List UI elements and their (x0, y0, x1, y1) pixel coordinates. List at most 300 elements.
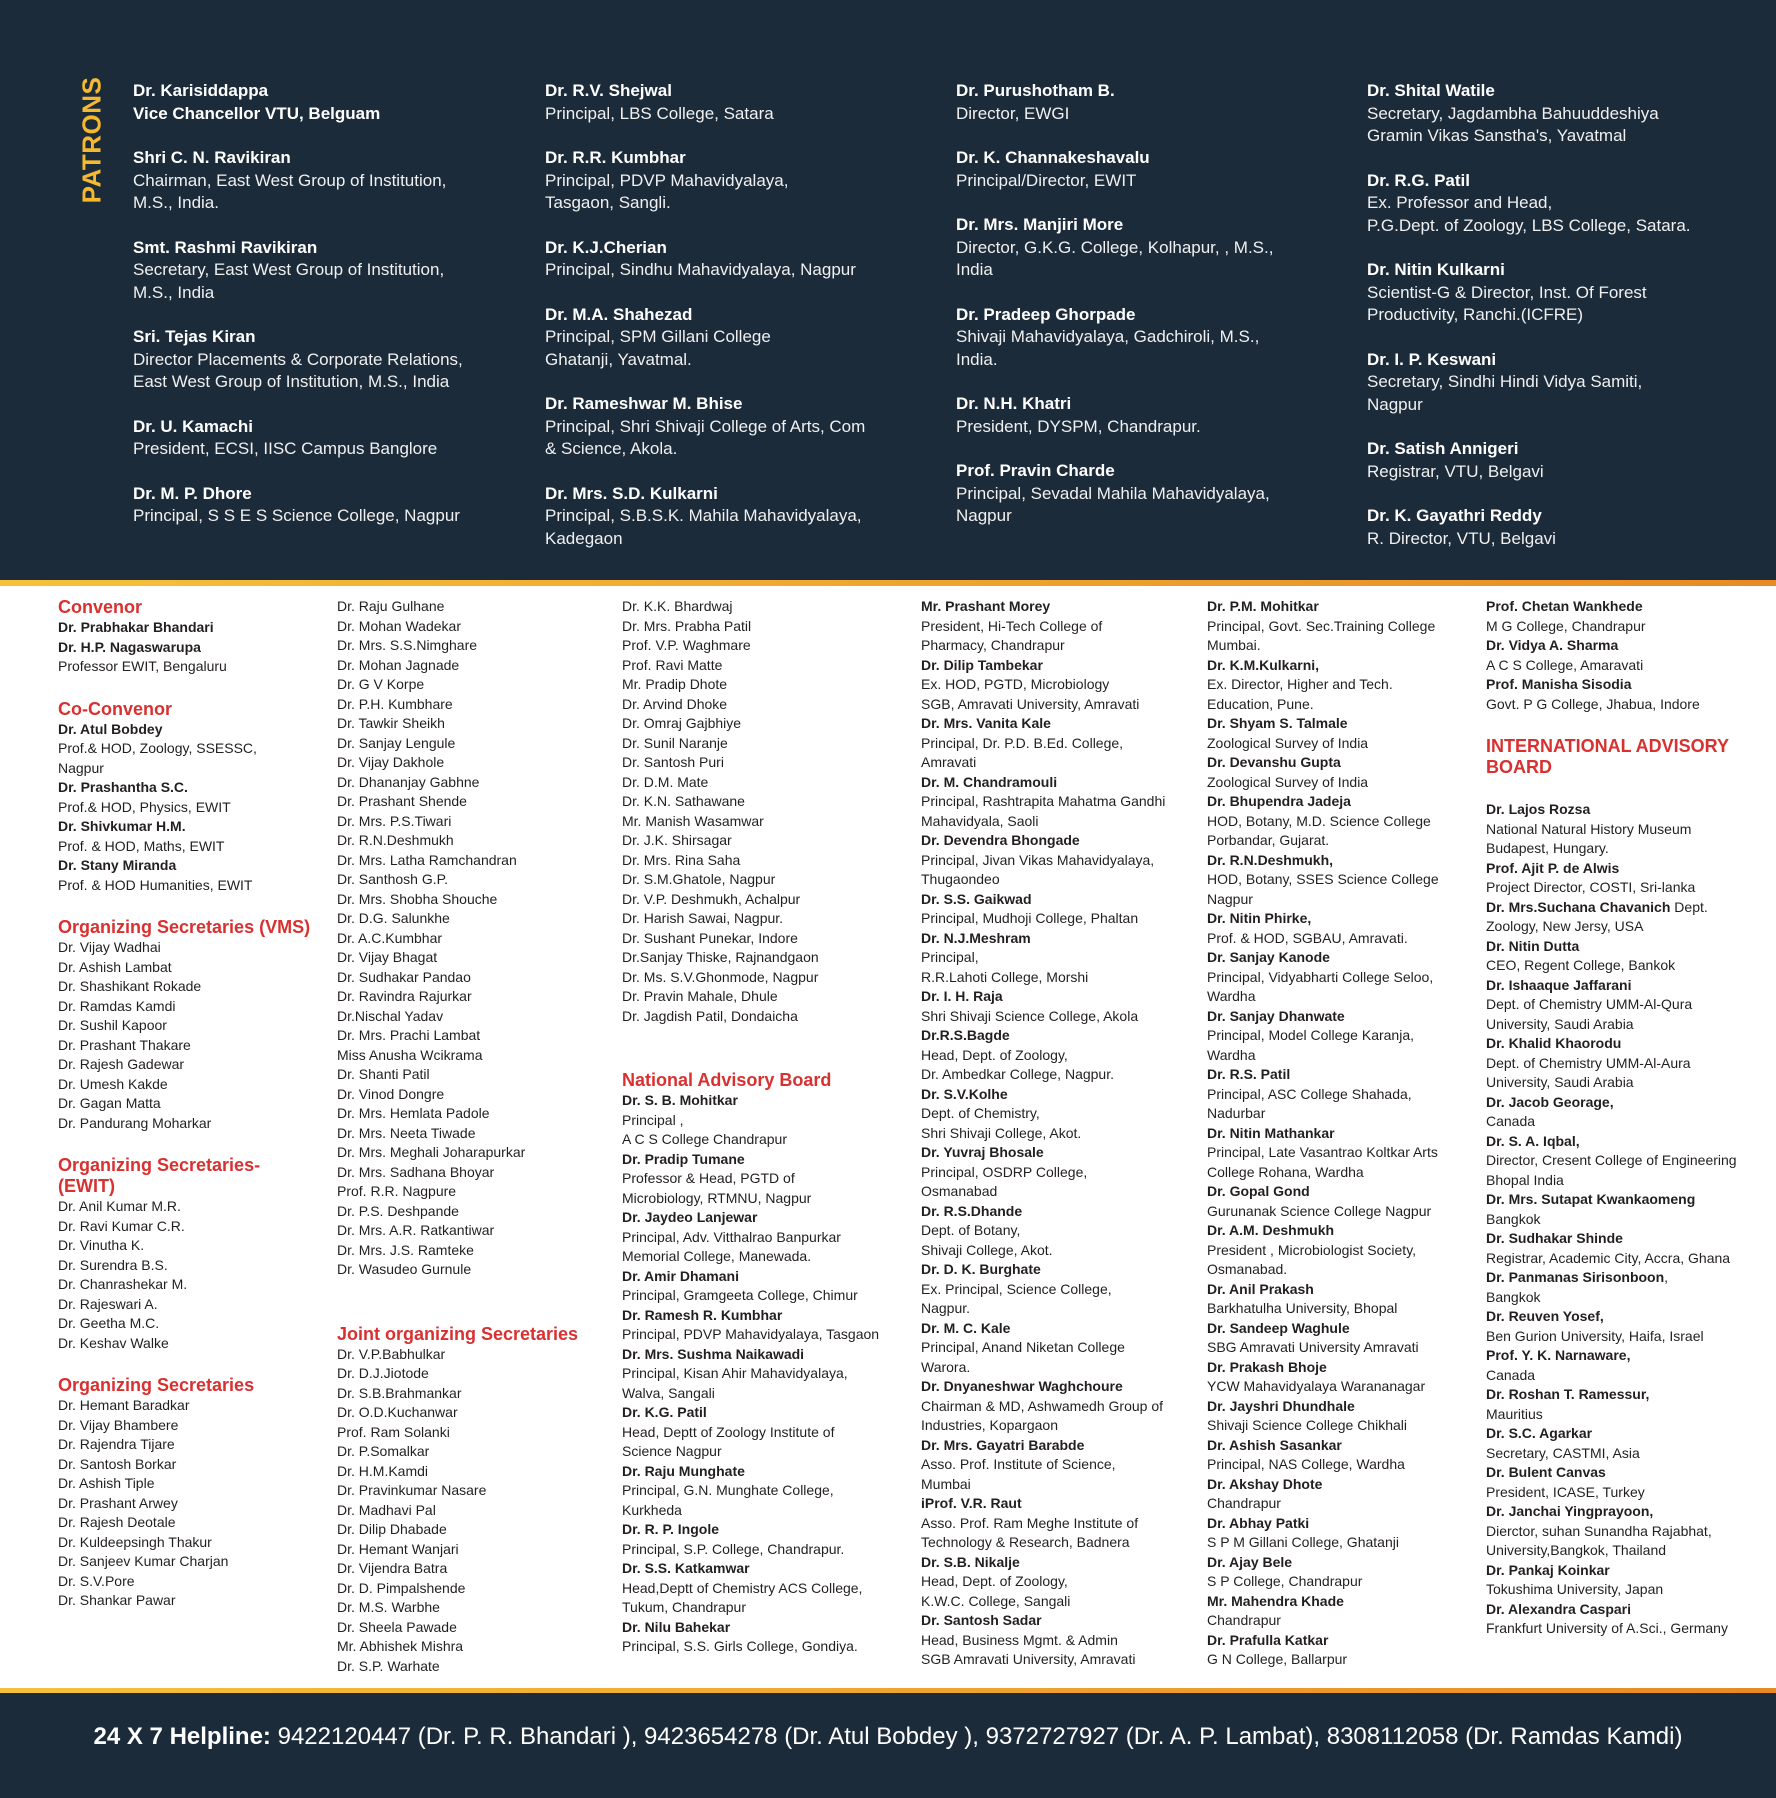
member-text: Dr. P.S. Deshpande (337, 1202, 459, 1219)
member-text: Dr. Pravin Mahale, Dhule (622, 988, 778, 1004)
member-name: Dr. Shivkumar H.M. (58, 818, 186, 834)
member-name: Dr. Prashantha S.C. (58, 779, 188, 795)
spacer (337, 1302, 578, 1324)
patron-entry (956, 393, 1273, 438)
member-text: Principal, S.S. Girls College, Gondiya. (622, 1638, 858, 1654)
member-text: Asso. Prof. Ram Meghe Institute of (921, 1514, 1139, 1531)
member-text: Industries, Kopargaon (921, 1417, 1058, 1433)
member-text: CEO, Regent College, Bankok (1486, 957, 1676, 973)
section-heading: National Advisory Board (622, 1070, 832, 1090)
member-name: Dr. Gopal Gond (1207, 1183, 1310, 1199)
member-entry (1486, 1268, 1737, 1288)
member-text: Dr. Santosh Borkar (58, 1455, 177, 1472)
member-text: Mr. Manish Wasamwar (622, 812, 764, 829)
member-name: Dr. Prakash Bhoje (1207, 1358, 1327, 1375)
patron-name: Dr. R.V. Shejwal (545, 81, 672, 100)
member-text: Prof. V.P. Waghmare (622, 637, 751, 653)
patron-entry (1367, 505, 1691, 550)
member-name: Dr. Mrs. Gayatri Barabde (921, 1436, 1085, 1453)
patron-name: Sri. Tejas Kiran (133, 327, 256, 346)
spacer (58, 1353, 310, 1375)
patron-entry (133, 326, 463, 394)
patron-name: Dr. K.J.Cherian (545, 237, 667, 257)
member-text: Head, Dept. of Zoology, (921, 1573, 1068, 1589)
member-name: Dr. S. A. Iqbal, (1486, 1132, 1580, 1149)
member-text: President, ICASE, Turkey (1486, 1483, 1645, 1500)
member-text: Dr. Geetha M.C. (58, 1315, 160, 1331)
member-text: Dr. Prashant Thakare (58, 1036, 191, 1053)
patron-designation: Secretary, Jagdambha Bahuuddeshiya (1367, 103, 1659, 123)
patron-name: Dr. Nitin Kulkarni (1367, 260, 1505, 279)
member-name: Dr. R.S. Patil (1207, 1066, 1291, 1082)
member-name: Dr. K.M.Kulkarni, (1207, 656, 1320, 673)
member-name: Prof. Y. K. Narnaware, (1486, 1347, 1631, 1363)
member-text: Dr. Pravinkumar Nasare (337, 1482, 487, 1498)
member-name: Dr. Vidya A. Sharma (1486, 637, 1619, 653)
member-text: Principal, Jivan Vikas Mahavidyalaya, (921, 851, 1155, 868)
patron-entry (1367, 259, 1691, 327)
member-text: Dr. Dilip Dhabade (337, 1521, 447, 1537)
member-name: Dr. Atul Bobdey (58, 720, 163, 737)
member-name: Dr. Janchai Yingprayoon, (1486, 1503, 1654, 1519)
patron-name: Dr. Shital Watile (1367, 81, 1495, 100)
member-name: Dr. Nilu Bahekar (622, 1618, 731, 1635)
member-text: Dr. Mrs. Prachi Lambat (337, 1027, 481, 1043)
spacer (1486, 778, 1737, 800)
helpline-footer (0, 1693, 1776, 1798)
member-text: YCW Mahavidyalaya Warananagar (1207, 1378, 1426, 1394)
patron-designation: Vice Chancellor VTU, Belguam (133, 103, 381, 123)
member-text: Dr. Prashant Shende (337, 793, 467, 809)
member-text: Dr. Mrs. Meghali Joharapurkar (337, 1144, 526, 1160)
member-text: Dr. D.G. Salunkhe (337, 910, 450, 926)
member-text: Nagpur. (921, 1300, 971, 1316)
member-text: Dr. Vijay Bhambere (58, 1416, 179, 1433)
member-name: Dr. Yuvraj Bhosale (921, 1144, 1044, 1160)
member-text: Ben Gurion University, Haifa, Israel (1486, 1327, 1704, 1344)
member-text: Dr. Sanjeev Kumar Charjan (58, 1553, 229, 1569)
member-name: Dr. Shyam S. Talmale (1207, 715, 1348, 731)
member-text: Ex. Principal, Science College, (921, 1280, 1112, 1297)
member-text: Dr. K.K. Bhardwaj (622, 598, 733, 614)
member-text: Principal, Rashtrapita Mahatma Gandhi (921, 793, 1166, 809)
member-text: University,Bangkok, Thailand (1486, 1542, 1667, 1558)
member-text: Dierctor, suhan Sunandha Rajabhat, (1486, 1522, 1712, 1539)
member-text: Principal, PDVP Mahavidyalaya, Tasgaon (622, 1326, 880, 1342)
member-text: Dr. K.N. Sathawane (622, 793, 745, 809)
member-text: Nadurbar (1207, 1105, 1266, 1121)
member-text: Dr. Pandurang Moharkar (58, 1114, 212, 1131)
member-text: Dr. Mrs. Prabha Patil (622, 617, 752, 634)
member-text: Dr. Santhosh G.P. (337, 871, 449, 887)
member-text: Mumbai. (1207, 637, 1261, 653)
member-text: Dr. Shashikant Rokade (58, 978, 202, 994)
member-text: Wardha (1207, 1046, 1256, 1063)
member-name: Dr. S.C. Agarkar (1486, 1425, 1593, 1441)
member-text: Dr. A.C.Kumbhar (337, 929, 443, 946)
member-name: Dr. Ramesh R. Kumbhar (622, 1306, 783, 1323)
member-text: Nagpur (1207, 890, 1253, 907)
patron-entry (545, 304, 865, 372)
patron-designation: & Science, Akola. (545, 439, 678, 458)
member-text: Thugaondeo (921, 871, 1000, 887)
member-name: Dr. N.J.Meshram (921, 929, 1031, 946)
patron-designation: Director Placements & Corporate Relations, (133, 349, 463, 369)
section-heading: Co-Convenor (58, 698, 172, 719)
member-text: Dr. Ms. S.V.Ghonmode, Nagpur (622, 968, 819, 985)
member-text: Shivaji Science College Chikhali (1207, 1417, 1407, 1433)
member-name: iProf. V.R. Raut (921, 1495, 1022, 1511)
member-text: Mr. Pradip Dhote (622, 676, 728, 692)
member-name: Dr. Jacob Georage, (1486, 1093, 1614, 1110)
patron-designation: Tasgaon, Sangli. (545, 193, 671, 212)
member-text: Dr. Vinutha K. (58, 1237, 145, 1253)
member-text: Principal, Adv. Vitthalrao Banpurkar (622, 1228, 841, 1245)
member-text: HOD, Botany, M.D. Science College (1207, 812, 1431, 829)
member-name: Dr. Mrs. Sushma Naikawadi (622, 1345, 805, 1362)
spacer (622, 1026, 879, 1048)
member-name: Dr. S. B. Mohitkar (622, 1092, 738, 1108)
member-text: Secretary, CASTMI, Asia (1486, 1444, 1640, 1461)
patron-entry (133, 416, 463, 461)
member-text: Prof. & HOD, SGBAU, Amravati. (1207, 929, 1408, 946)
section-heading: Organizing Secretaries (VMS) (58, 917, 311, 937)
member-name: Dr. Reuven Yosef, (1486, 1308, 1604, 1324)
patron-designation: India (956, 260, 993, 279)
member-text: Professor EWIT, Bengaluru (58, 658, 227, 674)
member-name: Dr. Prafulla Katkar (1207, 1631, 1329, 1648)
member-text: President, Hi-Tech College of (921, 617, 1103, 634)
patron-designation: Principal/Director, EWIT (956, 170, 1137, 190)
member-text: Dr. Anil Kumar M.R. (58, 1198, 181, 1214)
member-text: Govt. P G College, Jhabua, Indore (1486, 695, 1700, 712)
member-name: Dr. S.S. Katkamwar (622, 1560, 750, 1576)
patron-name: Dr. K. Channakeshavalu (956, 148, 1150, 167)
section-heading: BOARD (1486, 757, 1552, 777)
member-text: Principal, S.P. College, Chandrapur. (622, 1540, 845, 1557)
patron-name: Dr. K. Gayathri Reddy (1367, 506, 1542, 525)
patron-designation: Principal, Sindhu Mahavidyalaya, Nagpur (545, 260, 856, 279)
member-text: National Natural History Museum (1486, 820, 1692, 837)
section-heading: Organizing Secretaries (58, 1375, 255, 1395)
member-name: Dr. K.G. Patil (622, 1404, 707, 1420)
member-name: Dr. Khalid Khaorodu (1486, 1035, 1622, 1051)
member-name: Dr. Akshay Dhote (1207, 1475, 1323, 1492)
member-text: Osmanabad. (1207, 1261, 1288, 1277)
member-text: Principal, Vidyabharti College Seloo, (1207, 968, 1434, 985)
member-text: Dr. Omraj Gajbhiye (622, 715, 742, 731)
member-text: Dr. Mohan Wadekar (337, 617, 461, 634)
member-text: Dr. S.B.Brahmankar (337, 1384, 462, 1401)
member-text: Memorial College, Manewada. (622, 1248, 812, 1264)
member-name: Dr. S.V.Kolhe (921, 1085, 1008, 1102)
member-text: Dr. Mrs. S.S.Nimghare (337, 637, 478, 653)
member-name: Dr. A.M. Deshmukh (1207, 1222, 1335, 1238)
member-text: Dr. Ravi Kumar C.R. (58, 1217, 185, 1234)
member-text: Prof.& HOD, Zoology, SSESSC, (58, 740, 257, 756)
member-text: Nagpur (58, 759, 104, 776)
member-text: A C S College, Amaravati (1486, 656, 1644, 673)
patron-designation: Director, G.K.G. College, Kolhapur, , M.S., (956, 237, 1274, 257)
member-text: Prof. & HOD, Maths, EWIT (58, 837, 225, 854)
member-text: Dr. Mrs. Neeta Tiwade (337, 1124, 476, 1141)
member-text: Dr. Sheela Pawade (337, 1618, 457, 1635)
member-text: Prof. Ram Solanki (337, 1423, 450, 1440)
member-text: Prof. & HOD Humanities, EWIT (58, 876, 253, 893)
member-text: Principal, Mudhoji College, Phaltan (921, 910, 1139, 926)
member-text: Shivaji College, Akot. (921, 1241, 1053, 1258)
patron-designation: Principal, Sevadal Mahila Mahavidyalaya, (956, 483, 1270, 503)
member-text: A C S College Chandrapur (622, 1131, 787, 1147)
member-text: Miss Anusha Wcikrama (337, 1046, 483, 1063)
member-name: Dr. Devendra Bhongade (921, 832, 1080, 848)
member-text: Dr. Gagan Matta (58, 1095, 161, 1111)
member-name: Dr. Stany Miranda (58, 857, 177, 873)
member-text: Dr. Mrs. P.S.Tiwari (337, 812, 452, 829)
member-name: Dr. Sudhakar Shinde (1486, 1230, 1623, 1246)
patron-designation: Secretary, East West Group of Institution, (133, 260, 445, 279)
member-name: Dr. Jayshri Dhundhale (1207, 1397, 1355, 1414)
member-text: Ex. Director, Higher and Tech. (1207, 676, 1393, 692)
member-text: Frankfurt University of A.Sci., Germany (1486, 1620, 1728, 1636)
patron-entry (1367, 80, 1691, 148)
member-name: Dr. Devanshu Gupta (1207, 754, 1341, 770)
patron-designation: Ex. Professor and Head, (1367, 193, 1553, 212)
member-text: Mumbai (921, 1475, 971, 1492)
member-name: Dr. Dilip Tambekar (921, 656, 1043, 673)
member-name: Dr. Anil Prakash (1207, 1280, 1314, 1297)
member-text: Dr. Sanjay Lengule (337, 734, 456, 751)
member-name: Dr. I. H. Raja (921, 988, 1003, 1004)
member-text: Dr. S.V.Pore (58, 1572, 135, 1589)
patron-entry (545, 237, 865, 282)
patron-name: Dr. Karisiddappa (133, 81, 269, 100)
member-text: Dr. Prashant Arwey (58, 1494, 178, 1511)
patron-entry (545, 393, 865, 461)
member-text: Dr. Sudhakar Pandao (337, 968, 471, 985)
member-text: Dr. G V Korpe (337, 676, 425, 692)
member-text: M G College, Chandrapur (1486, 617, 1646, 634)
member-text: Shri Shivaji Science College, Akola (921, 1007, 1139, 1024)
member-text: Principal, ASC College Shahada, (1207, 1085, 1412, 1102)
member-text: Dr. Mrs. Shobha Shouche (337, 890, 498, 907)
member-text: Dr. S.M.Ghatole, Nagpur (622, 871, 776, 887)
member-text: Gurunanak Science College Nagpur (1207, 1202, 1432, 1219)
member-text: Dr.Nischal Yadav (337, 1007, 444, 1024)
member-name: Dr. Pankaj Koinkar (1486, 1561, 1610, 1578)
spacer (337, 1280, 578, 1302)
member-name: Dr. Nitin Dutta (1486, 937, 1580, 954)
member-text: Dr. R.N.Deshmukh (337, 832, 454, 848)
member-name: Dr. H.P. Nagaswarupa (58, 638, 201, 655)
member-text: Zoology, New Jersy, USA (1486, 918, 1644, 934)
patron-designation: India. (956, 349, 998, 369)
member-name: Dr. Sanjay Dhanwate (1207, 1007, 1345, 1024)
member-text: Head,Deptt of Chemistry ACS College, (622, 1579, 863, 1596)
spacer (1486, 714, 1737, 736)
member-name: Dr. Santosh Sadar (921, 1612, 1042, 1628)
member-name: Dr. Mrs.Suchana Chavanich (1486, 898, 1671, 915)
member-text: Ex. HOD, PGTD, Microbiology (921, 676, 1110, 692)
patron-designation: Productivity, Ranchi.(ICFRE) (1367, 305, 1584, 324)
patron-designation: R. Director, VTU, Belgavi (1367, 528, 1556, 548)
member-text: HOD, Botany, SSES Science College (1207, 871, 1439, 887)
member-text: Dr. Hemant Baradkar (58, 1397, 190, 1413)
member-text: University, Saudi Arabia (1486, 1074, 1634, 1090)
helpline-label: 24 X 7 Helpline: (93, 1723, 271, 1750)
patron-name: Dr. R.G. Patil (1367, 170, 1470, 190)
patron-entry (545, 147, 865, 215)
patron-designation: Secretary, Sindhi Hindi Vidya Samiti, (1367, 372, 1643, 391)
member-name: Dr. Alexandra Caspari (1486, 1600, 1631, 1617)
member-text: College Rohana, Wardha (1207, 1163, 1364, 1180)
patron-name: Shri C. N. Ravikiran (133, 148, 291, 167)
member-text: Dr. P.Somalkar (337, 1443, 430, 1459)
patron-name: Dr. U. Kamachi (133, 416, 253, 436)
member-text: Principal, Kisan Ahir Mahavidyalaya, (622, 1365, 848, 1381)
member-name: Prof. Manisha Sisodia (1486, 676, 1632, 692)
patrons-section (0, 0, 1776, 580)
member-text: Principal, Gramgeeta College, Chimur (622, 1287, 858, 1303)
member-text: Dept. of Chemistry UMM-Al-Qura (1486, 996, 1693, 1012)
member-text: University, Saudi Arabia (1486, 1015, 1634, 1032)
patron-designation: Principal, S S E S Science College, Nagpur (133, 506, 460, 525)
patron-designation: Chairman, East West Group of Institution, (133, 170, 447, 190)
member-name: Dr. Ajay Bele (1207, 1553, 1293, 1570)
member-text: Principal, Govt. Sec.Training College (1207, 617, 1436, 634)
member-name: Dr. Ishaaque Jaffarani (1486, 976, 1632, 993)
divider-strip (0, 580, 1776, 586)
member-text: Chandrapur (1207, 1495, 1281, 1511)
member-name: Dr. Sandeep Waghule (1207, 1319, 1350, 1336)
member-text: Dr. D. Pimpalshende (337, 1579, 466, 1596)
member-text: Dr. Mrs. Hemlata Padole (337, 1105, 490, 1121)
member-text: Asso. Prof. Institute of Science, (921, 1456, 1116, 1472)
member-text: Dr. Sunil Naranje (622, 734, 728, 751)
member-text: Dr. Chanrashekar M. (58, 1276, 188, 1292)
member-text: Dr. Mrs. A.R. Ratkantiwar (337, 1222, 495, 1238)
member-text: Prof.& HOD, Physics, EWIT (58, 798, 231, 815)
spacer (58, 677, 310, 699)
member-text: Porbandar, Gujarat. (1207, 832, 1330, 848)
member-text: Dr. Harish Sawai, Nagpur. (622, 910, 784, 926)
patron-designation: President, DYSPM, Chandrapur. (956, 416, 1201, 436)
member-text: Dr. Ashish Lambat (58, 958, 172, 975)
patron-designation: Principal, S.B.S.K. Mahila Mahavidyalaya, (545, 506, 862, 525)
member-text: Dr. Vijay Bhagat (337, 949, 438, 965)
member-text: Registrar, Academic City, Accra, Ghana (1486, 1249, 1731, 1266)
member-text: Technology & Research, Badnera (921, 1534, 1130, 1550)
member-name: Dr. Amir Dhamani (622, 1267, 739, 1284)
member-text: S P College, Chandrapur (1207, 1573, 1363, 1589)
member-text: Dr. Ramdas Kamdi (58, 997, 176, 1014)
committee-column (622, 597, 879, 1657)
patrons-column (1367, 80, 1691, 572)
section-heading: (EWIT) (58, 1176, 115, 1196)
member-text: Principal, Late Vasantrao Koltkar Arts (1207, 1144, 1438, 1160)
patron-entry (1367, 438, 1691, 483)
member-designation: , (1664, 1269, 1669, 1285)
member-name: Dr.R.S.Bagde (921, 1027, 1010, 1043)
patron-name: Prof. Pravin Charde (956, 461, 1115, 480)
patron-name: Dr. Satish Annigeri (1367, 439, 1519, 458)
patron-designation: President, ECSI, IISC Campus Banglore (133, 439, 438, 458)
patron-designation: Ghatanji, Yavatmal. (545, 349, 692, 369)
member-name: Dr. D. K. Burghate (921, 1261, 1041, 1277)
patron-entry (545, 80, 865, 125)
member-name: Prof. Ajit P. de Alwis (1486, 859, 1620, 876)
member-text: Dr. Rajesh Deotale (58, 1514, 176, 1530)
patron-entry (133, 147, 463, 215)
member-text: Project Director, COSTI, Sri-lanka (1486, 879, 1696, 895)
patron-designation: Registrar, VTU, Belgavi (1367, 461, 1544, 481)
member-text: Principal , (622, 1111, 684, 1128)
member-name: Dr. Panmanas Sirisonboon (1486, 1269, 1665, 1285)
member-text: SGB, Amravati University, Amravati (921, 695, 1140, 712)
member-text: Principal, (921, 949, 979, 965)
patron-designation: Director, EWGI (956, 103, 1070, 123)
member-name: Dr. Raju Munghate (622, 1462, 745, 1479)
member-text: Dr. Ravindra Rajurkar (337, 988, 472, 1004)
member-text: Dr. Madhavi Pal (337, 1501, 436, 1518)
member-text: President , Microbiologist Society, (1207, 1241, 1417, 1258)
member-name: Dr. M. Chandramouli (921, 773, 1058, 790)
committee-column (337, 597, 578, 1676)
patron-name: Dr. M. P. Dhore (133, 483, 252, 503)
member-text: Dr. Kuldeepsingh Thakur (58, 1533, 212, 1550)
member-text: S P M Gillani College, Ghatanji (1207, 1534, 1399, 1550)
member-text: Warora. (921, 1358, 971, 1375)
member-text: Barkhatulha University, Bhopal (1207, 1300, 1398, 1316)
patron-designation: Gramin Vikas Sanstha's, Yavatmal (1367, 126, 1627, 145)
member-text: Dr. D.M. Mate (622, 773, 709, 790)
member-text: K.W.C. College, Sangali (921, 1592, 1071, 1609)
patron-entry (1367, 349, 1691, 417)
member-text: Dr. J.K. Shirsagar (622, 832, 732, 848)
member-text: Tukum, Chandrapur (622, 1599, 746, 1615)
patron-name: Dr. I. P. Keswani (1367, 349, 1497, 369)
section-heading: Joint organizing Secretaries (337, 1323, 579, 1344)
patron-name: Dr. Mrs. Manjiri More (956, 215, 1124, 234)
spacer (622, 1048, 879, 1070)
member-name: Dr. Prabhakar Bhandari (58, 619, 214, 635)
member-text: Dr. Mrs. Sadhana Bhoyar (337, 1163, 495, 1180)
spacer (58, 895, 310, 917)
member-text: Dr. Vijay Wadhai (58, 939, 161, 955)
member-name: Dr. S.S. Gaikwad (921, 890, 1032, 907)
member-name: Dr. S.B. Nikalje (921, 1553, 1020, 1570)
patron-designation: Nagpur (956, 506, 1012, 525)
member-text: Wardha (1207, 988, 1256, 1004)
patron-entry (956, 460, 1273, 528)
member-text: Principal, OSDRP College, (921, 1163, 1088, 1180)
patron-name: Dr. Rameshwar M. Bhise (545, 394, 743, 413)
member-name: Mr. Prashant Morey (921, 598, 1051, 614)
member-text: Dr. Raju Gulhane (337, 598, 445, 614)
member-text: Dr. Vijendra Batra (337, 1560, 448, 1576)
patrons-label: PATRONS (76, 76, 107, 204)
member-text: Principal, Dr. P.D. B.Ed. College, (921, 734, 1124, 751)
patron-name: Dr. R.R. Kumbhar (545, 148, 686, 167)
member-text: Dept. of Botany, (921, 1222, 1021, 1238)
member-name: Dr. Nitin Mathankar (1207, 1124, 1335, 1141)
member-name: Mr. Mahendra Khade (1207, 1592, 1344, 1609)
member-name: Dr. Abhay Patki (1207, 1514, 1310, 1531)
member-text: Dr. Keshav Walke (58, 1334, 169, 1351)
member-text: R.R.Lahoti College, Morshi (921, 968, 1089, 985)
member-text: Tokushima University, Japan (1486, 1581, 1664, 1597)
patrons-column (956, 80, 1273, 550)
